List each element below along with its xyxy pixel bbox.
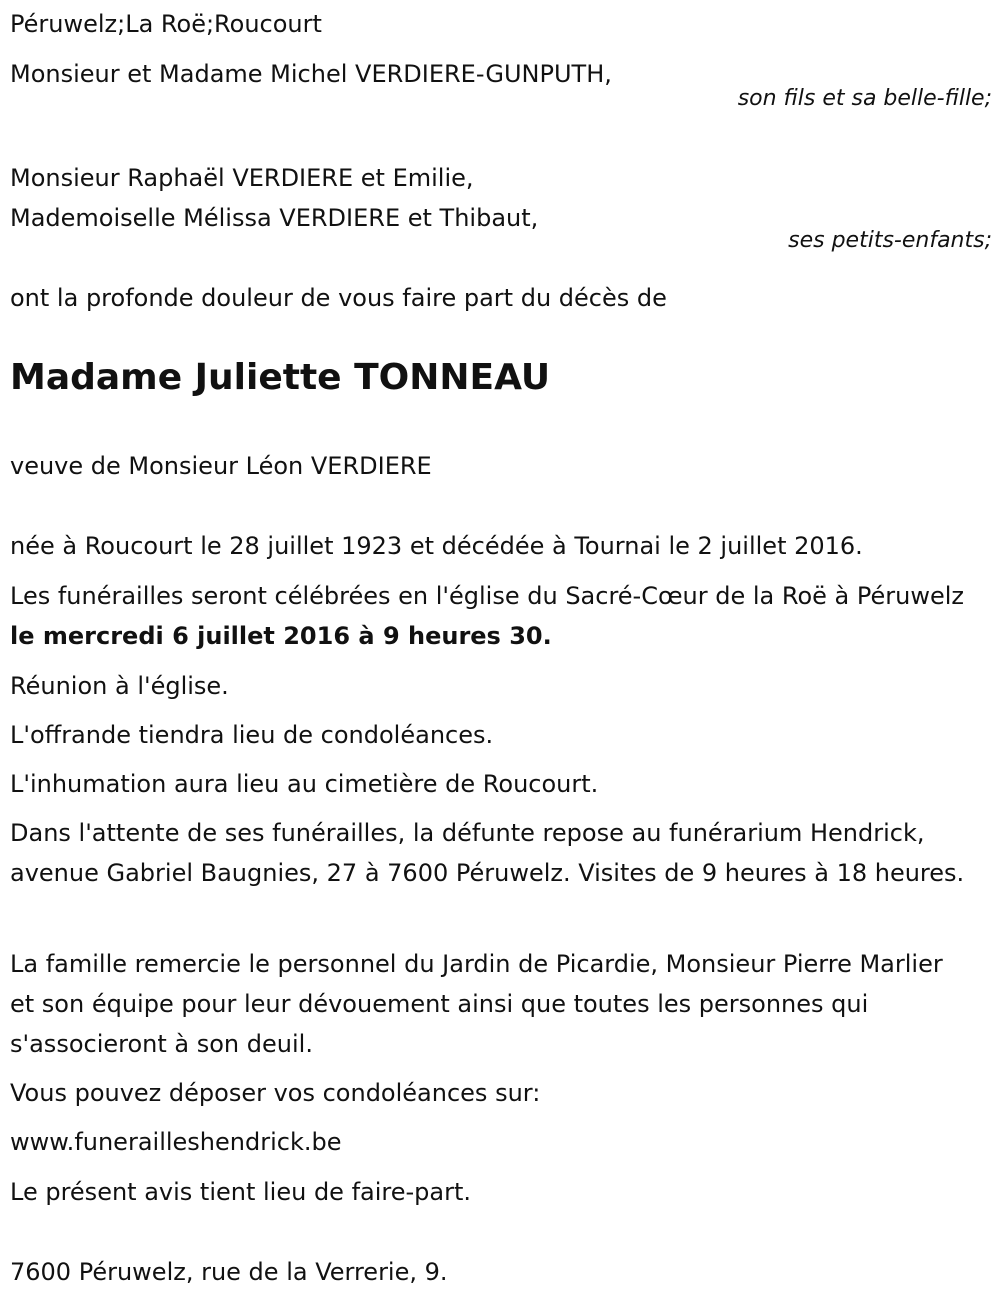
son-names: Monsieur et Madame Michel VERDIERE-GUNPUTH,	[10, 60, 612, 88]
thanks-message: La famille remercie le personnel du Jardin de Picardie, Monsieur Pierre Marlier et son équipe pour leur dévouement ainsi que toutes les personnes qui s'associeront à son deuil.	[10, 950, 943, 1058]
deceased-name: Madame Juliette TONNEAU	[10, 357, 551, 398]
visitation-info: Dans l'attente de ses funérailles, la défunte repose au funérarium Hendrick, avenue Gabriel Baugnies, 27 à 7600 Péruwelz. Visites de 9 heures à 18 heures.	[10, 819, 965, 887]
offering-info: L'offrande tiendra lieu de condoléances.	[10, 721, 494, 749]
announcement-intro: ont la profonde douleur de vous faire part du décès de	[10, 284, 667, 312]
condolences-label: Vous pouvez déposer vos condoléances sur:	[10, 1079, 541, 1107]
widow-of: veuve de Monsieur Léon VERDIERE	[10, 452, 432, 480]
grandchild-1: Monsieur Raphaël VERDIERE et Emilie,	[10, 164, 474, 192]
grandchild-2: Mademoiselle Mélissa VERDIERE et Thibaut,	[10, 204, 539, 232]
birth-death: née à Roucourt le 28 juillet 1923 et décédée à Tournai le 2 juillet 2016.	[10, 532, 863, 560]
address: 7600 Péruwelz, rue de la Verrerie, 9.	[10, 1258, 448, 1286]
funeral-date: le mercredi 6 juillet 2016 à 9 heures 30.	[10, 622, 552, 650]
location-header: Péruwelz;La Roë;Roucourt	[10, 10, 322, 38]
obituary-notice	[10, 0, 992, 1306]
grandchildren-relation: ses petits-enfants;	[788, 228, 992, 253]
condolences-website[interactable]: www.funerailleshendrick.be	[10, 1128, 342, 1156]
funeral-details	[10, 576, 970, 656]
notice-statement: Le présent avis tient lieu de faire-part.	[10, 1178, 472, 1206]
burial-info: L'inhumation aura lieu au cimetière de Roucourt.	[10, 770, 599, 798]
meeting-info: Réunion à l'église.	[10, 672, 229, 700]
funeral-location: Les funérailles seront célébrées en l'église du Sacré-Cœur de la Roë à Péruwelz	[10, 582, 964, 610]
son-relation: son fils et sa belle-fille;	[737, 86, 992, 111]
